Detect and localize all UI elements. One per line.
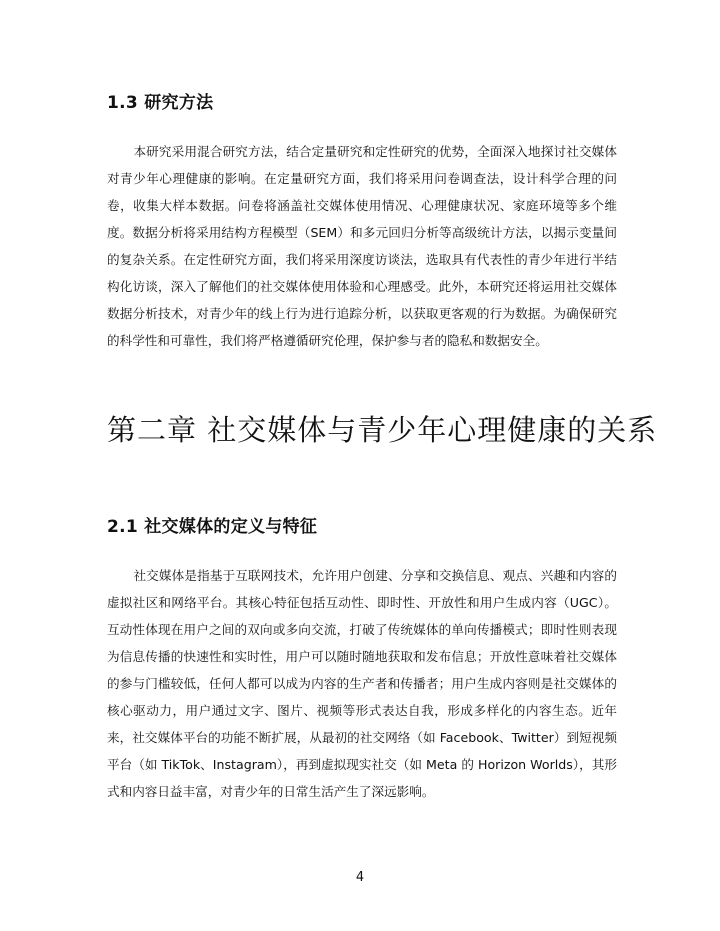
section-2-1-paragraph: 社交媒体是指基于互联网技术，允许用户创建、分享和交换信息、观点、兴趣和内容的虚拟社区和网络平台。其核心特征包括互动性、即时性、开放性和用户生成内容（UGC）。互动性体现在用户之间的双向或多向交流，打破了传统媒体的单向传播模式；即时性则表现为信息传播的快速性和实时性，用户可以随时随地获取和发布信息；开放性意味着社交媒体的参与门槛较低，任何人都可以成为内容的生产者和传播者；用户生成内容则是社交媒体的核心驱动力，用户通过文字、图片、视频等形式表达自我，形成多样化的内容生态。近年来，社交媒体平台的功能不断扩展，从最初的社交网络（如 Facebook、Twitter）到短视频平台（如 TikTok、Instagram），再到虚拟现实社交（如 Meta 的 Horizon Worlds），其形式和内容日益丰富，对青少年的日常生活产生了深远影响。 [107, 568, 617, 799]
section-heading-1-3: 1.3 研究方法 [107, 93, 214, 113]
chapter-title: 第二章 社交媒体与青少年心理健康的关系 [107, 413, 658, 447]
page-number: 4 [355, 870, 365, 885]
section-1-3-paragraph: 本研究采用混合研究方法，结合定量研究和定性研究的优势，全面深入地探讨社交媒体对青少年心理健康的影响。在定量研究方面，我们将采用问卷调查法，设计科学合理的问卷，收集大样本数据。问卷将涵盖社交媒体使用情况、心理健康状况、家庭环境等多个维度。数据分析将采用结构方程模型（SEM）和多元回归分析等高级统计方法，以揭示变量间的复杂关系。在定性研究方面，我们将采用深度访谈法，选取具有代表性的青少年进行半结构化访谈，深入了解他们的社交媒体使用体验和心理感受。此外，本研究还将运用社交媒体数据分析技术，对青少年的线上行为进行追踪分析，以获取更客观的行为数据。为确保研究的科学性和可靠性，我们将严格遵循研究伦理，保护参与者的隐私和数据安全。 [107, 144, 617, 348]
section-heading-2-1: 2.1 社交媒体的定义与特征 [107, 517, 318, 537]
